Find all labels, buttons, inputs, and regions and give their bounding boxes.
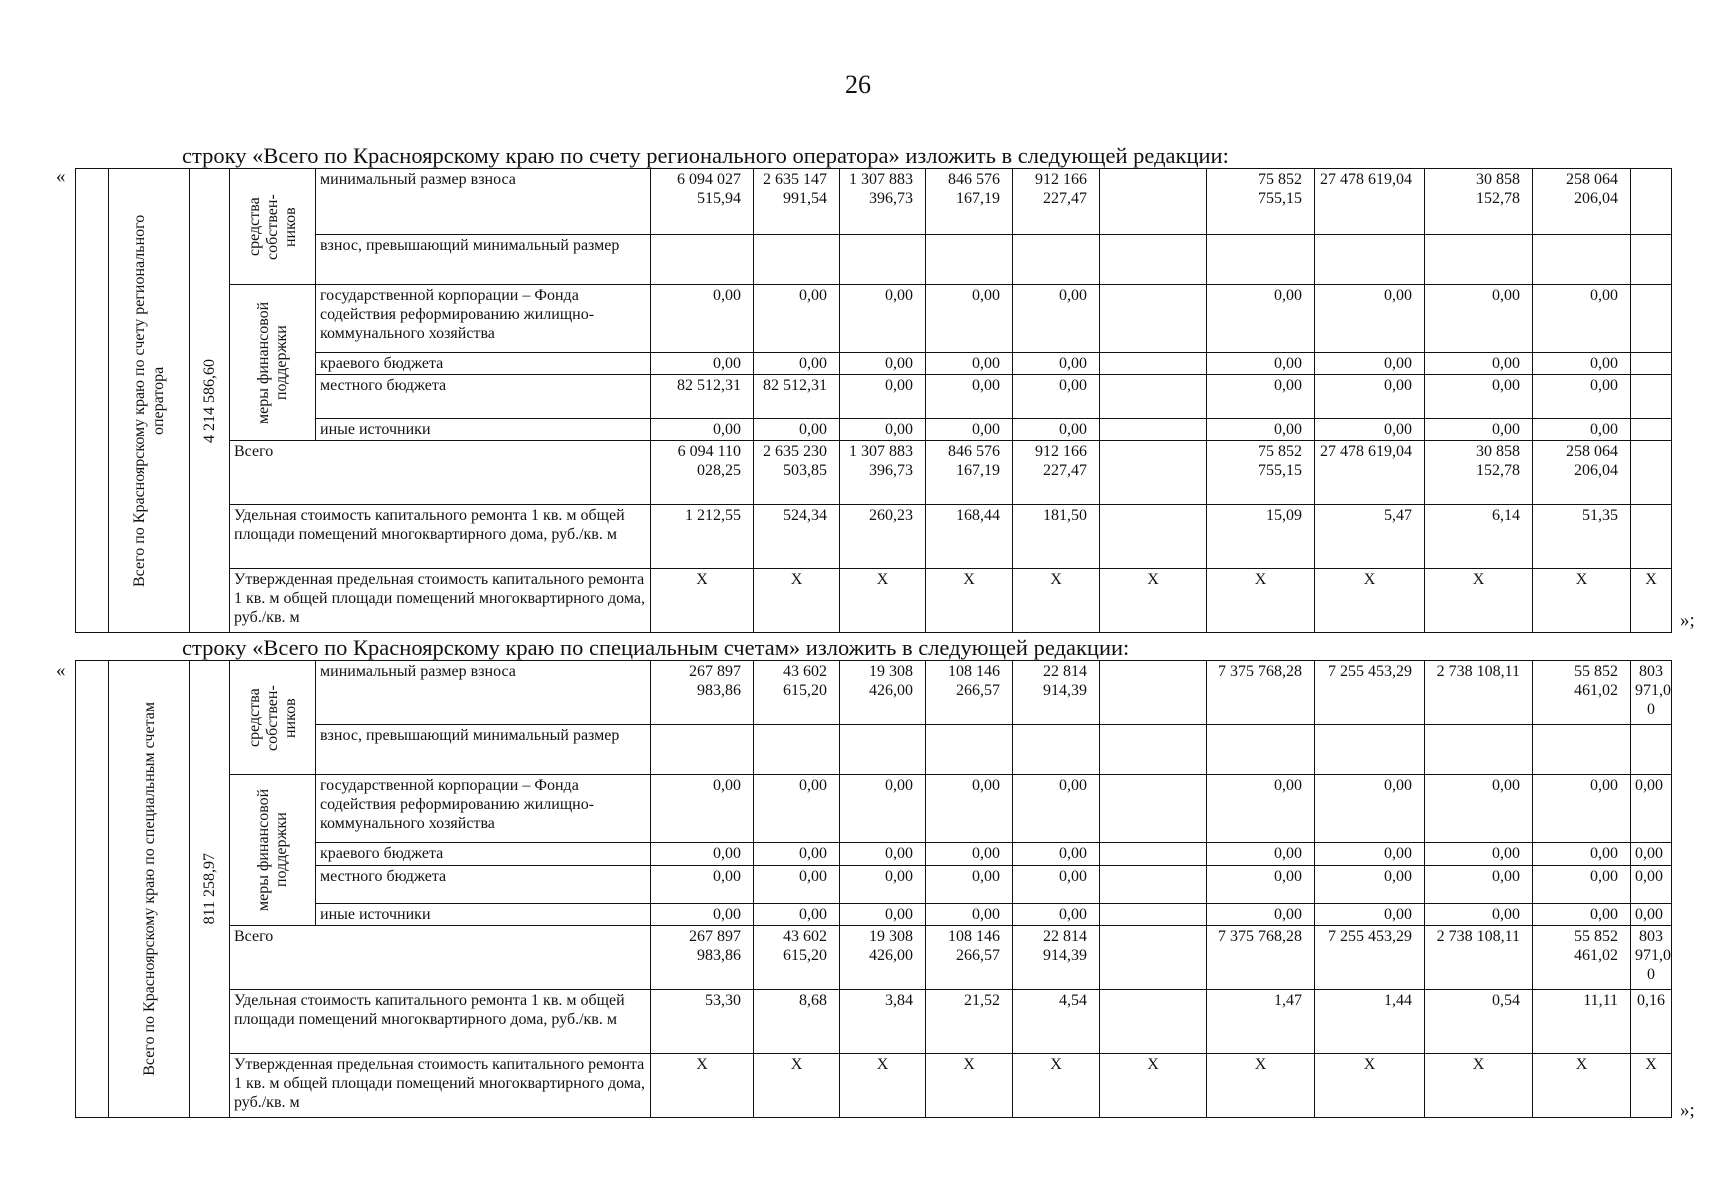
cell — [1100, 843, 1207, 865]
row-label: Утвержденная предельная стоимость капитального ремонта 1 кв. м общей площади помещений многоквартирного дома, руб./кв. м — [230, 1054, 651, 1118]
cell — [1100, 419, 1207, 441]
cell: 846 576 167,19 — [926, 169, 1013, 235]
cell: 0,00 — [754, 903, 840, 925]
left-margin-cell — [76, 169, 109, 633]
row-label: взнос, превышающий минимальный размер — [316, 235, 651, 285]
cell: 846 576 167,19 — [926, 441, 1013, 505]
cell: 55 852 461,02 — [1533, 661, 1631, 725]
cell: 7 375 768,28 — [1207, 926, 1315, 990]
cell: 0,00 — [1315, 903, 1425, 925]
row-label: Всего — [230, 926, 651, 990]
cell: 19 308 426,00 — [840, 926, 926, 990]
cell: 258 064 206,04 — [1533, 441, 1631, 505]
cell: 0,00 — [754, 865, 840, 903]
cell: 0,00 — [1425, 419, 1533, 441]
x-mark: Х — [1631, 1054, 1672, 1118]
section1-instruction: строку «Всего по Красноярскому краю по счету регионального оператора» изложить в следующей редакции: — [182, 143, 1229, 168]
cell — [1100, 990, 1207, 1054]
row-label: государственной корпорации – Фонда содействия реформированию жилищно-коммунального хозяйства — [316, 285, 651, 353]
cell: 0,00 — [754, 419, 840, 441]
cell: 0,00 — [651, 865, 754, 903]
support-measures-cell — [230, 775, 316, 926]
table-row — [76, 441, 1672, 505]
cell: 2 738 108,11 — [1425, 661, 1533, 725]
section2-instruction: строку «Всего по Красноярскому краю по специальным счетам» изложить в следующей редакции: — [182, 635, 1130, 660]
cell: 0,00 — [1013, 775, 1100, 843]
cell: 22 814 914,39 — [1013, 926, 1100, 990]
x-mark: Х — [1631, 569, 1672, 633]
cell: 0,00 — [1315, 843, 1425, 865]
cell: 0,00 — [840, 419, 926, 441]
cell: 75 852 755,15 — [1207, 441, 1315, 505]
cell — [1631, 419, 1672, 441]
table-row — [76, 990, 1672, 1054]
section1-open-quote: « — [56, 166, 66, 187]
cell: 0,00 — [1425, 375, 1533, 419]
table-row — [76, 865, 1672, 903]
section1-table — [75, 168, 1672, 633]
table-row — [76, 235, 1672, 285]
cell: 43 602 615,20 — [754, 661, 840, 725]
cell: 0,00 — [1315, 375, 1425, 419]
x-mark: Х — [1533, 569, 1631, 633]
row-label: государственной корпорации – Фонда содействия реформированию жилищно-коммунального хозяйства — [316, 775, 651, 843]
cell: 19 308 426,00 — [840, 661, 926, 725]
cell: 0,00 — [1207, 903, 1315, 925]
cell: 27 478 619,04 — [1315, 441, 1425, 505]
cell: 0,00 — [1315, 285, 1425, 353]
cell: 0,00 — [754, 285, 840, 353]
cell: 0,00 — [1013, 353, 1100, 375]
cell: 43 602 615,20 — [754, 926, 840, 990]
cell: 267 897 983,86 — [651, 661, 754, 725]
cell: 0,00 — [651, 285, 754, 353]
x-mark: Х — [840, 1054, 926, 1118]
cell: 4,54 — [1013, 990, 1100, 1054]
cell: 0,00 — [926, 843, 1013, 865]
area-cell — [190, 661, 230, 1118]
x-mark: Х — [1315, 569, 1425, 633]
cell: 0,00 — [926, 419, 1013, 441]
cell: 1 307 883 396,73 — [840, 441, 926, 505]
cell: 0,00 — [1013, 285, 1100, 353]
cell: 27 478 619,04 — [1315, 169, 1425, 235]
table-row — [76, 169, 1672, 235]
table-row — [76, 775, 1672, 843]
cell: 0,00 — [1533, 903, 1631, 925]
cell: 0,00 — [1425, 285, 1533, 353]
cell: 0,00 — [1013, 375, 1100, 419]
cell: 55 852 461,02 — [1533, 926, 1631, 990]
cell: 1,44 — [1315, 990, 1425, 1054]
cell: 0,00 — [1631, 865, 1672, 903]
cell: 912 166 227,47 — [1013, 441, 1100, 505]
row-label: краевого бюджета — [316, 843, 651, 865]
table-row — [76, 569, 1672, 633]
cell: 30 858 152,78 — [1425, 169, 1533, 235]
section2-open-quote: « — [56, 660, 66, 681]
cell: 0,00 — [1631, 775, 1672, 843]
cell: 0,00 — [1533, 843, 1631, 865]
table-row — [76, 926, 1672, 990]
cell: 0,00 — [840, 865, 926, 903]
x-mark: Х — [1207, 569, 1315, 633]
row-label: иные источники — [316, 419, 651, 441]
cell: 30 858 152,78 — [1425, 441, 1533, 505]
x-mark: Х — [651, 569, 754, 633]
cell: 0,00 — [1207, 775, 1315, 843]
cell: 0,00 — [926, 903, 1013, 925]
cell — [1631, 353, 1672, 375]
x-mark: Х — [1425, 569, 1533, 633]
cell: 0,00 — [1533, 353, 1631, 375]
cell — [1100, 903, 1207, 925]
table-row — [76, 903, 1672, 925]
cell: 6 094 110 028,25 — [651, 441, 754, 505]
cell: 0,00 — [1631, 843, 1672, 865]
cell: 0,00 — [1425, 865, 1533, 903]
row-label: Удельная стоимость капитального ремонта 1 кв. м общей площади помещений многоквартирного дома, руб./кв. м — [230, 990, 651, 1054]
cell: 8,68 — [754, 990, 840, 1054]
cell: 51,35 — [1533, 505, 1631, 569]
cell: 0,00 — [754, 775, 840, 843]
cell: 1 212,55 — [651, 505, 754, 569]
cell: 0,00 — [1207, 375, 1315, 419]
cell: 0,00 — [926, 353, 1013, 375]
cell: 11,11 — [1533, 990, 1631, 1054]
cell: 0,00 — [926, 775, 1013, 843]
cell: 912 166 227,47 — [1013, 169, 1100, 235]
cell: 0,00 — [926, 865, 1013, 903]
x-mark: Х — [754, 569, 840, 633]
x-mark: Х — [651, 1054, 754, 1118]
cell: 0,00 — [1425, 353, 1533, 375]
row-title-cell — [109, 661, 190, 1118]
x-mark: Х — [1533, 1054, 1631, 1118]
row-label: взнос, превышающий минимальный размер — [316, 725, 651, 775]
table-row — [76, 725, 1672, 775]
cell: 0,00 — [754, 353, 840, 375]
cell: 6,14 — [1425, 505, 1533, 569]
cell: 258 064 206,04 — [1533, 169, 1631, 235]
cell: 0,00 — [1425, 775, 1533, 843]
table-row — [76, 375, 1672, 419]
cell: 0,00 — [1533, 419, 1631, 441]
row-label: местного бюджета — [316, 865, 651, 903]
cell — [1100, 375, 1207, 419]
cell: 82 512,31 — [651, 375, 754, 419]
cell — [1100, 865, 1207, 903]
cell: 2 738 108,11 — [1425, 926, 1533, 990]
cell — [1100, 775, 1207, 843]
x-mark: Х — [1013, 1054, 1100, 1118]
table-row — [76, 1054, 1672, 1118]
cell — [1100, 169, 1207, 235]
row-title: Всего по Красноярскому краю по специальным счетам — [140, 702, 158, 1076]
cell — [1631, 441, 1672, 505]
x-mark: Х — [840, 569, 926, 633]
cell — [1100, 926, 1207, 990]
x-mark: Х — [1100, 1054, 1207, 1118]
cell: 0,00 — [840, 375, 926, 419]
x-mark: Х — [1013, 569, 1100, 633]
cell: 0,00 — [1207, 285, 1315, 353]
cell: 82 512,31 — [754, 375, 840, 419]
cell: 0,00 — [1013, 419, 1100, 441]
cell: 0,00 — [1533, 865, 1631, 903]
x-mark: Х — [1315, 1054, 1425, 1118]
area-value: 811 258,97 — [201, 853, 218, 925]
table-row — [76, 353, 1672, 375]
x-mark: Х — [754, 1054, 840, 1118]
cell: 7 375 768,28 — [1207, 661, 1315, 725]
table-row — [76, 661, 1672, 725]
cell: 803 971,0 0 — [1631, 661, 1672, 725]
cell: 108 146 266,57 — [926, 661, 1013, 725]
cell: 0,00 — [1013, 865, 1100, 903]
cell: 0,00 — [651, 775, 754, 843]
cell — [1631, 505, 1672, 569]
cell — [1631, 285, 1672, 353]
cell: 0,00 — [1315, 419, 1425, 441]
cell: 0,00 — [651, 843, 754, 865]
cell: 260,23 — [840, 505, 926, 569]
cell: 1 307 883 396,73 — [840, 169, 926, 235]
support-measures-cell — [230, 285, 316, 441]
owners-funds-label: средства собствен-ников — [245, 193, 299, 260]
cell: 1,47 — [1207, 990, 1315, 1054]
cell: 0,00 — [1207, 843, 1315, 865]
left-margin-cell — [76, 661, 109, 1118]
cell — [1631, 169, 1672, 235]
cell — [1100, 505, 1207, 569]
cell: 0,00 — [1425, 843, 1533, 865]
cell: 53,30 — [651, 990, 754, 1054]
cell: 0,00 — [1631, 903, 1672, 925]
cell: 0,00 — [840, 775, 926, 843]
cell: 108 146 266,57 — [926, 926, 1013, 990]
cell: 2 635 147 991,54 — [754, 169, 840, 235]
support-measures-label: меры финансовой поддержки — [254, 788, 290, 912]
section1-close-mark: »; — [1680, 610, 1695, 631]
cell: 2 635 230 503,85 — [754, 441, 840, 505]
cell: 0,00 — [1315, 353, 1425, 375]
cell: 0,00 — [1533, 775, 1631, 843]
x-mark: Х — [1425, 1054, 1533, 1118]
support-measures-label: меры финансовой поддержки — [254, 301, 290, 424]
cell: 168,44 — [926, 505, 1013, 569]
cell: 0,00 — [1207, 865, 1315, 903]
cell: 0,00 — [1533, 375, 1631, 419]
cell: 5,47 — [1315, 505, 1425, 569]
cell: 0,00 — [1315, 865, 1425, 903]
owners-funds-label: средства собствен-ников — [245, 684, 299, 751]
cell: 0,00 — [1425, 903, 1533, 925]
row-label: иные источники — [316, 903, 651, 925]
cell: 0,00 — [1207, 353, 1315, 375]
cell: 0,00 — [651, 353, 754, 375]
cell: 7 255 453,29 — [1315, 661, 1425, 725]
owners-funds-cell — [230, 661, 316, 775]
cell: 0,00 — [1315, 775, 1425, 843]
row-label: Утвержденная предельная стоимость капитального ремонта 1 кв. м общей площади помещений многоквартирного дома, руб./кв. м — [230, 569, 651, 633]
x-mark: Х — [1100, 569, 1207, 633]
row-title: Всего по Красноярскому краю по счету регионального оператора — [131, 214, 167, 587]
cell: 3,84 — [840, 990, 926, 1054]
cell: 0,00 — [754, 843, 840, 865]
section2-table — [75, 660, 1672, 1118]
cell: 0,00 — [1207, 419, 1315, 441]
cell: 267 897 983,86 — [651, 926, 754, 990]
cell: 0,00 — [1533, 285, 1631, 353]
cell: 75 852 755,15 — [1207, 169, 1315, 235]
section2-close-mark: »; — [1680, 1100, 1695, 1121]
cell: 0,00 — [1013, 843, 1100, 865]
x-mark: Х — [1207, 1054, 1315, 1118]
area-cell — [190, 169, 230, 633]
cell — [1100, 661, 1207, 725]
row-label: местного бюджета — [316, 375, 651, 419]
cell: 524,34 — [754, 505, 840, 569]
table-row — [76, 419, 1672, 441]
cell — [1100, 285, 1207, 353]
area-value: 4 214 586,60 — [201, 358, 218, 443]
table-row — [76, 285, 1672, 353]
cell: 21,52 — [926, 990, 1013, 1054]
cell: 0,54 — [1425, 990, 1533, 1054]
cell: 0,00 — [840, 285, 926, 353]
cell: 7 255 453,29 — [1315, 926, 1425, 990]
cell — [1100, 353, 1207, 375]
cell: 0,00 — [840, 353, 926, 375]
owners-funds-cell — [230, 169, 316, 285]
cell: 0,00 — [651, 903, 754, 925]
cell: 6 094 027 515,94 — [651, 169, 754, 235]
table-row — [76, 843, 1672, 865]
cell: 0,00 — [651, 419, 754, 441]
row-label: Всего — [230, 441, 651, 505]
x-mark: Х — [926, 1054, 1013, 1118]
table-row — [76, 505, 1672, 569]
row-label: краевого бюджета — [316, 353, 651, 375]
cell: 0,16 — [1631, 990, 1672, 1054]
cell: 0,00 — [840, 843, 926, 865]
row-label: минимальный размер взноса — [316, 661, 651, 725]
cell: 0,00 — [926, 375, 1013, 419]
x-mark: Х — [926, 569, 1013, 633]
cell — [1100, 441, 1207, 505]
row-title-cell — [109, 169, 190, 633]
cell: 15,09 — [1207, 505, 1315, 569]
cell: 0,00 — [840, 903, 926, 925]
cell: 0,00 — [1013, 903, 1100, 925]
cell — [1631, 375, 1672, 419]
cell: 803 971,0 0 — [1631, 926, 1672, 990]
page-number: 26 — [845, 70, 871, 99]
row-label: Удельная стоимость капитального ремонта 1 кв. м общей площади помещений многоквартирного дома, руб./кв. м — [230, 505, 651, 569]
cell: 22 814 914,39 — [1013, 661, 1100, 725]
cell: 0,00 — [926, 285, 1013, 353]
row-label: минимальный размер взноса — [316, 169, 651, 235]
cell: 181,50 — [1013, 505, 1100, 569]
